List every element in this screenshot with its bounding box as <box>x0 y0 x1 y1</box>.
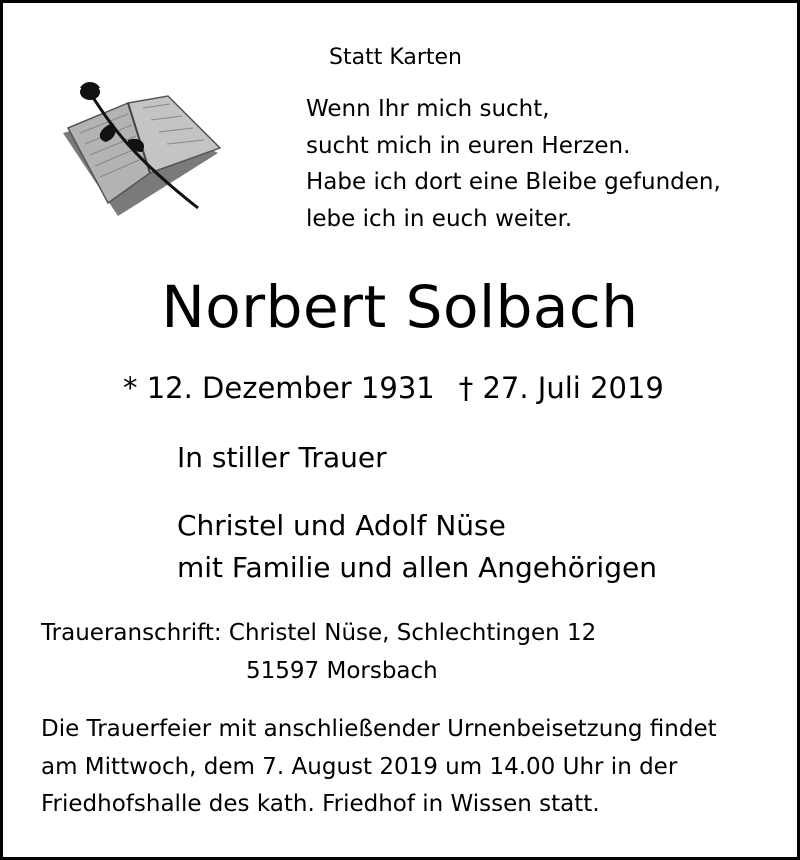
service-info <box>41 711 717 824</box>
service-line: Friedhofshalle des kath. Friedhof in Wissen statt. <box>41 791 600 817</box>
mourner-line: mit Familie und allen Angehörigen <box>177 551 657 584</box>
service-line: am Mittwoch, dem 7. August 2019 um 14.00 Uhr in der <box>41 753 678 780</box>
mourners <box>177 505 657 589</box>
poem-line: Wenn Ihr mich sucht, <box>306 96 550 122</box>
mourner-line: Christel und Adolf Nüse <box>177 509 506 542</box>
mourning-address: Traueranschrift: Christel Nüse, Schlechtingen 12 <box>41 620 597 646</box>
statt-karten-label: Statt Karten <box>329 45 462 70</box>
poem-line: Habe ich dort eine Bleibe gefunden, <box>306 169 721 195</box>
birth-date: * 12. Dezember 1931 <box>123 371 435 405</box>
book-with-rose-icon <box>58 78 228 223</box>
poem-line: sucht mich in euren Herzen. <box>306 132 631 159</box>
mourning-address-city: 51597 Morsbach <box>246 658 438 684</box>
death-date: † 27. Juli 2019 <box>458 371 664 405</box>
service-line: Die Trauerfeier mit anschließender Urnenbeisetzung findet <box>41 716 717 742</box>
deceased-name: Norbert Solbach <box>161 273 639 341</box>
poem-line: lebe ich in euch weiter. <box>306 205 573 232</box>
life-dates <box>123 371 664 405</box>
mourning-line: In stiller Trauer <box>177 441 387 474</box>
poem <box>306 91 721 237</box>
